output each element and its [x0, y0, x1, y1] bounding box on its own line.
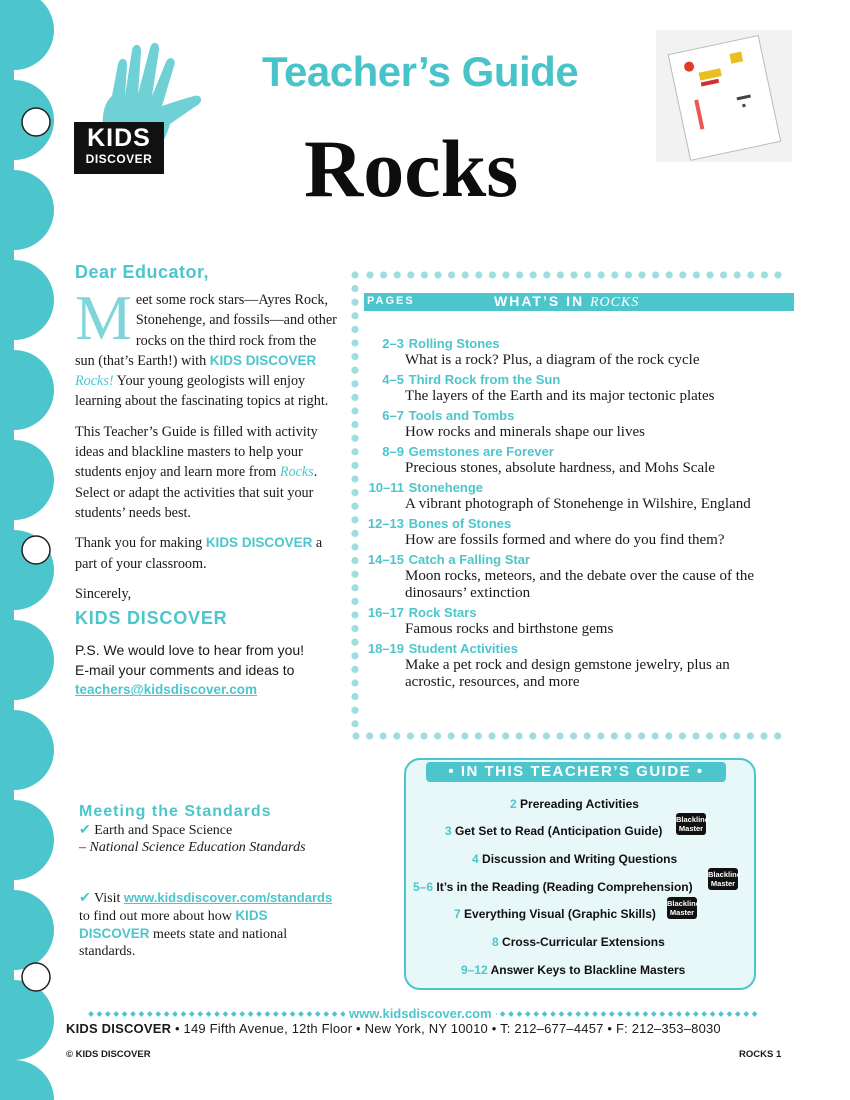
frame-dot — [351, 571, 358, 578]
blackline-master-badge — [708, 868, 741, 890]
frame-dot — [502, 271, 509, 278]
frame-dot — [351, 584, 358, 591]
footer-diamond — [693, 1011, 699, 1017]
footer-diamond — [315, 1011, 321, 1017]
frame-dot — [366, 732, 373, 739]
toc-item — [364, 604, 804, 638]
footer-diamond — [273, 1011, 279, 1017]
check-icon: ✔ — [79, 823, 91, 838]
greeting: Dear Educator, — [75, 262, 210, 282]
frame-dot — [624, 732, 631, 739]
frame-dot — [434, 732, 441, 739]
blackline-master-badge — [676, 813, 709, 835]
guide-item-label: Discussion and Writing Questions — [482, 852, 678, 866]
letter-p2-text: This Teacher’s Guide is filled with activity ideas and blackline masters to help your students enjoy and learn more from — [75, 423, 318, 481]
footer-copyright: © KIDS DISCOVER — [66, 1049, 151, 1060]
frame-dot — [665, 732, 672, 739]
frame-dot — [351, 543, 358, 550]
toc-title: Tools and Tombs — [408, 408, 515, 423]
toc-description: How rocks and minerals shape our lives — [405, 424, 645, 440]
frame-dot — [351, 448, 358, 455]
toc-description: A vibrant photograph of Stonehenge in Wilshire, England — [405, 496, 751, 512]
frame-dot — [706, 732, 713, 739]
frame-dot — [720, 271, 727, 278]
footer-diamond — [651, 1011, 657, 1017]
frame-dot — [351, 326, 358, 333]
frame-dot — [625, 271, 632, 278]
footer-diamond — [592, 1011, 598, 1017]
frame-dot — [556, 732, 563, 739]
badge-line-1: Blackline — [676, 815, 709, 824]
postscript — [75, 640, 337, 700]
check-icon: ✔ — [79, 891, 91, 906]
frame-dot — [351, 530, 358, 537]
standards-body — [79, 822, 339, 856]
frame-dot — [760, 732, 767, 739]
frame-dot — [666, 271, 673, 278]
frame-dot — [448, 732, 455, 739]
standards-link[interactable]: www.kidsdiscover.com/standards — [123, 890, 333, 905]
letter-p3-text-2: a part of your classroom. — [75, 535, 323, 572]
teacher-guide-heading: • IN THIS TEACHER’S GUIDE • — [426, 762, 726, 782]
binder-hole-icon — [22, 108, 50, 136]
toc-item — [364, 371, 804, 405]
frame-dot — [351, 475, 358, 482]
email-link[interactable]: teachers@kidsdiscover.com — [75, 682, 258, 698]
toc-pages: 14–15 — [367, 552, 404, 567]
frame-dot — [475, 732, 482, 739]
footer-diamond — [517, 1011, 523, 1017]
brand-name: KIDS DISCOVER — [205, 535, 313, 551]
footer-diamond — [525, 1011, 531, 1017]
frame-dot — [462, 271, 469, 278]
toc-pages: 16–17 — [367, 605, 404, 620]
footer-diamond — [533, 1011, 539, 1017]
frame-dot — [351, 639, 358, 646]
frame-dot — [351, 489, 358, 496]
frame-dot — [733, 732, 740, 739]
footer-diamond — [206, 1011, 212, 1017]
whats-in-title: ROCKS — [589, 295, 640, 310]
guide-item — [413, 880, 693, 894]
guide-item — [445, 824, 662, 838]
footer-diamond — [710, 1011, 716, 1017]
guide-item — [492, 935, 665, 949]
frame-dot — [611, 271, 618, 278]
guide-item-page: 3 — [445, 824, 452, 838]
frame-dot — [351, 679, 358, 686]
frame-dot — [584, 271, 591, 278]
footer-diamond — [550, 1011, 556, 1017]
footer-diamond — [298, 1011, 304, 1017]
frame-dot — [420, 732, 427, 739]
teacher-guide-box — [404, 758, 756, 990]
frame-dot — [351, 598, 358, 605]
binder-hole-icon — [22, 963, 50, 991]
frame-dot — [516, 271, 523, 278]
toc-pages: 6–7 — [382, 408, 404, 423]
frame-dot — [747, 732, 754, 739]
whats-in-text: WHAT’S IN — [494, 293, 585, 309]
footer-diamond — [307, 1011, 313, 1017]
frame-dot — [502, 732, 509, 739]
guide-item-page: 2 — [510, 797, 517, 811]
frame-dot — [351, 299, 358, 306]
closing: Sincerely, — [75, 585, 132, 602]
toc-item — [364, 515, 804, 549]
frame-dot — [351, 367, 358, 374]
toc-item — [364, 479, 804, 513]
frame-dot — [351, 625, 358, 632]
footer-diamond — [601, 1011, 607, 1017]
footer-diamond — [542, 1011, 548, 1017]
standards-heading: Meeting the Standards — [79, 803, 272, 820]
frame-dot — [638, 732, 645, 739]
toc-description: Precious stones, absolute hardness, and Mohs Scale — [405, 460, 715, 476]
frame-dot — [394, 271, 401, 278]
toc-item — [364, 407, 804, 441]
toc-pages: 12–13 — [367, 516, 404, 531]
footer-diamond — [147, 1011, 153, 1017]
frame-dot — [570, 732, 577, 739]
badge-line-1: Blackline — [708, 870, 741, 879]
frame-dot — [351, 394, 358, 401]
frame-dot — [543, 271, 550, 278]
frame-dot — [692, 732, 699, 739]
frame-dot — [774, 732, 781, 739]
guide-item-label: Answer Keys to Blackline Masters — [490, 963, 686, 977]
footer-diamond — [97, 1011, 103, 1017]
frame-dot — [351, 353, 358, 360]
footer-diamond — [88, 1011, 94, 1017]
guide-item — [510, 797, 639, 811]
ps-line-1: P.S. We would love to hear from you! — [75, 642, 305, 659]
toc-pages: 10–11 — [368, 480, 404, 495]
frame-dot — [557, 271, 564, 278]
frame-dot — [351, 503, 358, 510]
frame-dot — [529, 732, 536, 739]
badge-line-1: Blackline — [667, 899, 700, 908]
frame-dot — [461, 732, 468, 739]
frame-dot — [543, 732, 550, 739]
footer-diamond — [617, 1011, 623, 1017]
frame-dot — [351, 380, 358, 387]
frame-dot — [393, 732, 400, 739]
frame-dot — [652, 271, 659, 278]
footer-page-label: ROCKS 1 — [739, 1049, 782, 1060]
footer-diamond — [567, 1011, 573, 1017]
kids-discover-logo — [74, 122, 164, 174]
footer-diamond — [701, 1011, 707, 1017]
toc-title: Rock Stars — [408, 605, 477, 620]
footer-diamond — [181, 1011, 187, 1017]
footer-diamond — [626, 1011, 632, 1017]
frame-dot — [351, 462, 358, 469]
footer-diamond — [584, 1011, 590, 1017]
guide-item-label: It’s in the Reading (Reading Comprehension) — [436, 880, 693, 894]
toc-item — [364, 443, 804, 477]
drop-cap: M — [75, 282, 132, 353]
frame-dot — [720, 732, 727, 739]
frame-dot — [351, 271, 358, 278]
guide-item-label: Get Set to Read (Anticipation Guide) — [455, 824, 663, 838]
footer-diamond — [559, 1011, 565, 1017]
toc-description: The layers of the Earth and its major tectonic plates — [405, 388, 715, 404]
frame-dot — [597, 732, 604, 739]
footer-diamond — [139, 1011, 145, 1017]
letter-paragraph-3 — [75, 533, 337, 574]
frame-dot — [421, 271, 428, 278]
guide-item-page: 8 — [492, 935, 499, 949]
letter-paragraph-2 — [75, 422, 337, 523]
frame-dot — [774, 271, 781, 278]
frame-dot — [652, 732, 659, 739]
toc-item — [364, 640, 804, 691]
footer-diamond — [508, 1011, 514, 1017]
table-of-contents — [364, 335, 804, 693]
toc-title: Stonehenge — [408, 480, 484, 495]
toc-description: What is a rock? Plus, a diagram of the rock cycle — [405, 352, 700, 368]
ps-line-2: E-mail your comments and ideas to — [75, 662, 295, 679]
footer-diamond — [323, 1011, 329, 1017]
badge-line-2: Master — [669, 908, 695, 917]
standards-item: Earth and Space Science — [94, 823, 233, 838]
frame-dot — [351, 339, 358, 346]
frame-dot — [351, 652, 358, 659]
teachers-guide-title: Teacher’s Guide — [262, 48, 579, 95]
footer-diamond — [735, 1011, 741, 1017]
frame-dot — [530, 271, 537, 278]
footer-diamond — [752, 1011, 758, 1017]
footer-diamond — [685, 1011, 691, 1017]
frame-dot — [434, 271, 441, 278]
letter-body — [75, 282, 337, 700]
footer-diamond — [332, 1011, 338, 1017]
contents-header-bar — [364, 293, 794, 311]
toc-pages: 4–5 — [382, 372, 404, 387]
signature: KIDS DISCOVER — [75, 608, 228, 629]
footer-diamond — [500, 1011, 506, 1017]
toc-title: Gemstones are Forever — [408, 444, 554, 459]
footer-diamond — [659, 1011, 665, 1017]
frame-dot — [351, 516, 358, 523]
frame-dot — [351, 707, 358, 714]
frame-dot — [351, 435, 358, 442]
footer-diamond — [634, 1011, 640, 1017]
footer-diamond — [214, 1011, 220, 1017]
footer-diamond — [172, 1011, 178, 1017]
frame-dot — [679, 271, 686, 278]
guide-item — [454, 907, 656, 921]
frame-dot — [734, 271, 741, 278]
letter-p1-text: eet some rock stars—Ayres Rock, Stonehenge, and fossils—and other rocks on the third rock from the sun (that’s Earth!) with — [75, 292, 337, 369]
issue-title: Rocks — [304, 123, 519, 214]
blackline-master-badge — [667, 897, 700, 919]
frame-dot — [516, 732, 523, 739]
pages-label: PAGES — [367, 295, 415, 307]
badge-line-2: Master — [678, 824, 704, 833]
binder-hole-icon — [22, 536, 50, 564]
letter-paragraph-1 — [75, 282, 337, 412]
toc-title: Third Rock from the Sun — [408, 372, 561, 387]
footer-diamond — [164, 1011, 170, 1017]
frame-dot — [407, 732, 414, 739]
frame-dot — [706, 271, 713, 278]
guide-item-label: Cross-Curricular Extensions — [502, 935, 665, 949]
frame-dot — [351, 611, 358, 618]
footer-diamond — [609, 1011, 615, 1017]
guide-item-label: Prereading Activities — [520, 797, 639, 811]
guide-item-label: Everything Visual (Graphic Skills) — [464, 907, 656, 921]
toc-description: Make a pet rock and design gemstone jewelry, plus an acrostic, resources, and more — [405, 657, 730, 690]
toc-description: How are fossils formed and where do you find them? — [405, 532, 725, 548]
frame-dot — [638, 271, 645, 278]
brand-name: KIDS DISCOVER — [209, 352, 317, 368]
whats-in-label — [494, 293, 639, 311]
letter-p3-text: Thank you for making — [75, 535, 206, 552]
letter-p1-text-2: Your young geologists will enjoy learning about the fascinating topics at right. — [75, 373, 329, 410]
guide-item — [461, 963, 685, 977]
footer-diamond — [248, 1011, 254, 1017]
footer-diamond — [122, 1011, 128, 1017]
guide-item-page: 4 — [472, 852, 479, 866]
toc-description: Famous rocks and birthstone gems — [405, 621, 614, 637]
footer-diamond — [575, 1011, 581, 1017]
scalloped-side-border — [0, 0, 60, 1100]
frame-dot — [351, 312, 358, 319]
footer-diamond — [130, 1011, 136, 1017]
footer-diamond — [743, 1011, 749, 1017]
footer-diamond — [239, 1011, 245, 1017]
frame-dot — [351, 720, 358, 727]
issue-name: Rocks! — [75, 373, 114, 390]
frame-dot — [761, 271, 768, 278]
logo-kids-text: KIDS — [87, 124, 151, 152]
footer-diamond — [281, 1011, 287, 1017]
toc-description: Moon rocks, meteors, and the debate over the cause of the dinosaurs’ extinction — [405, 568, 755, 601]
guide-item-page: 5–6 — [413, 880, 434, 894]
footer-diamond — [189, 1011, 195, 1017]
footer-diamond — [643, 1011, 649, 1017]
toc-title: Rolling Stones — [408, 336, 500, 351]
footer-diamond — [290, 1011, 296, 1017]
footer-diamond — [718, 1011, 724, 1017]
frame-dot — [570, 271, 577, 278]
toc-pages: 2–3 — [382, 336, 404, 351]
footer-diamond — [105, 1011, 111, 1017]
toc-title: Bones of Stones — [408, 516, 512, 531]
frame-dot — [380, 732, 387, 739]
footer-address — [66, 1021, 786, 1036]
frame-dot — [693, 271, 700, 278]
frame-dot — [351, 666, 358, 673]
frame-dot — [407, 271, 414, 278]
letter-p2-text-2: . Select or adapt the activities that suit your students’ needs best. — [75, 464, 318, 521]
guide-item-page: 9–12 — [461, 963, 488, 977]
frame-dot — [351, 285, 358, 292]
footer-diamond — [197, 1011, 203, 1017]
frame-dot — [351, 407, 358, 414]
visit-text-2: meets state and national standards. — [79, 927, 288, 959]
footer-url[interactable]: www.kidsdiscover.com — [345, 1006, 496, 1021]
footer-brand: KIDS DISCOVER — [66, 1021, 172, 1036]
standards-source: – National Science Education Standards — [79, 840, 306, 855]
footer-diamond — [113, 1011, 119, 1017]
footer-diamond — [256, 1011, 262, 1017]
footer-diamond — [223, 1011, 229, 1017]
frame-dot — [598, 271, 605, 278]
frame-dot — [611, 732, 618, 739]
frame-dot — [351, 693, 358, 700]
toc-pages: 8–9 — [382, 444, 404, 459]
footer-diamond — [668, 1011, 674, 1017]
toc-item — [364, 551, 804, 602]
guide-item-page: 7 — [454, 907, 461, 921]
frame-dot — [747, 271, 754, 278]
logo-discover-text: DISCOVER — [85, 152, 153, 166]
magazine-cover-thumbnail — [656, 30, 792, 162]
frame-dot — [351, 421, 358, 428]
footer-diamond — [676, 1011, 682, 1017]
footer-diamond — [727, 1011, 733, 1017]
frame-dot — [352, 732, 359, 739]
frame-dot — [584, 732, 591, 739]
frame-dot — [448, 271, 455, 278]
frame-dot — [488, 732, 495, 739]
toc-title: Catch a Falling Star — [408, 552, 530, 567]
issue-name: Rocks — [279, 464, 314, 481]
standards-visit — [79, 889, 341, 960]
frame-dot — [366, 271, 373, 278]
footer-address-text: • 149 Fifth Avenue, 12th Floor • New York, NY 10010 • T: 212–677–4457 • F: 212–353–8030 — [171, 1021, 721, 1036]
frame-dot — [679, 732, 686, 739]
visit-text: to find out more about how — [79, 909, 236, 924]
toc-item — [364, 335, 804, 369]
frame-dot — [351, 557, 358, 564]
frame-dot — [475, 271, 482, 278]
visit-label: Visit — [93, 891, 124, 906]
footer-diamond — [265, 1011, 271, 1017]
footer-diamond — [231, 1011, 237, 1017]
toc-pages: 18–19 — [367, 641, 404, 656]
frame-dot — [380, 271, 387, 278]
brand-name: KIDS DISCOVER — [79, 908, 268, 941]
badge-line-2: Master — [710, 879, 736, 888]
guide-item — [472, 852, 677, 866]
toc-title: Student Activities — [408, 641, 518, 656]
footer-diamond — [155, 1011, 161, 1017]
frame-dot — [489, 271, 496, 278]
